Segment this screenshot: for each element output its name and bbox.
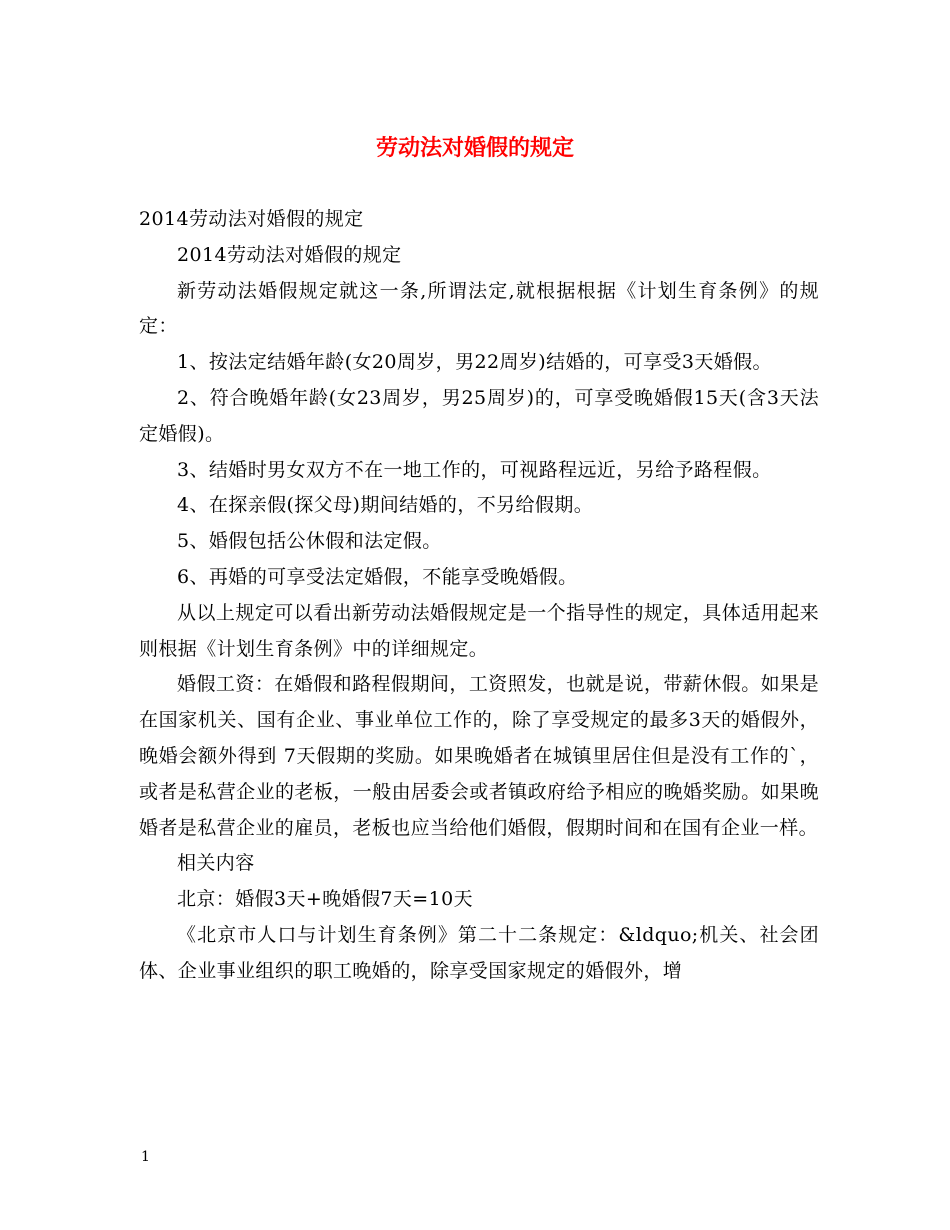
paragraph-beijing-regulation: 《北京市人口与计划生育条例》第二十二条规定：&ldquo;机关、社会团体、企业事业组织的职工晚婚的，除享受国家规定的婚假外，增	[139, 923, 819, 982]
paragraph-rule-3: 3、结婚时男女双方不在一地工作的，可视路程远近，另给予路程假。	[177, 458, 772, 481]
paragraph-rule-2: 2、符合晚婚年龄(女23周岁，男25周岁)的，可享受晚婚假15天(含3天法定婚假)。	[139, 386, 819, 445]
paragraph-rule-4: 4、在探亲假(探父母)期间结婚的，不另给假期。	[177, 494, 594, 517]
paragraph-intro: 新劳动法婚假规定就这一条,所谓法定,就根据根据《计划生育条例》的规定：	[139, 279, 819, 338]
document-body	[139, 202, 819, 990]
page-number: 1	[141, 1149, 150, 1165]
document-title: 劳动法对婚假的规定	[375, 135, 574, 161]
paragraph-rule-6: 6、再婚的可享受法定婚假，不能享受晚婚假。	[177, 565, 578, 588]
paragraph-subheading: 2014劳动法对婚假的规定	[177, 243, 402, 266]
paragraph-beijing: 北京：婚假3天+晚婚假7天=10天	[177, 888, 473, 911]
paragraph-rule-5: 5、婚假包括公休假和法定假。	[177, 530, 442, 553]
paragraph-rule-1: 1、按法定结婚年龄(女20周岁，男22周岁)结婚的，可享受3天婚假。	[177, 351, 772, 374]
paragraph-wages: 婚假工资：在婚假和路程假期间，工资照发，也就是说，带薪休假。如果是在国家机关、国有企业、事业单位工作的，除了享受规定的最多3天的婚假外，晚婚会额外得到 7天假期的奖励。如果晚婚者在城镇里居住但是没有工作的`，或者是私营企业的老板，一般由居委会或者镇政府给予相应的晚婚奖励。如果晚婚者是私营企业的雇员，老板也应当给他们婚假，假期时间和在国有企业一样。	[139, 673, 819, 839]
paragraph-summary: 从以上规定可以看出新劳动法婚假规定是一个指导性的规定，具体适用起来则根据《计划生育条例》中的详细规定。	[139, 601, 819, 660]
paragraph-related-heading: 相关内容	[177, 852, 255, 875]
paragraph-heading: 2014劳动法对婚假的规定	[139, 208, 364, 230]
